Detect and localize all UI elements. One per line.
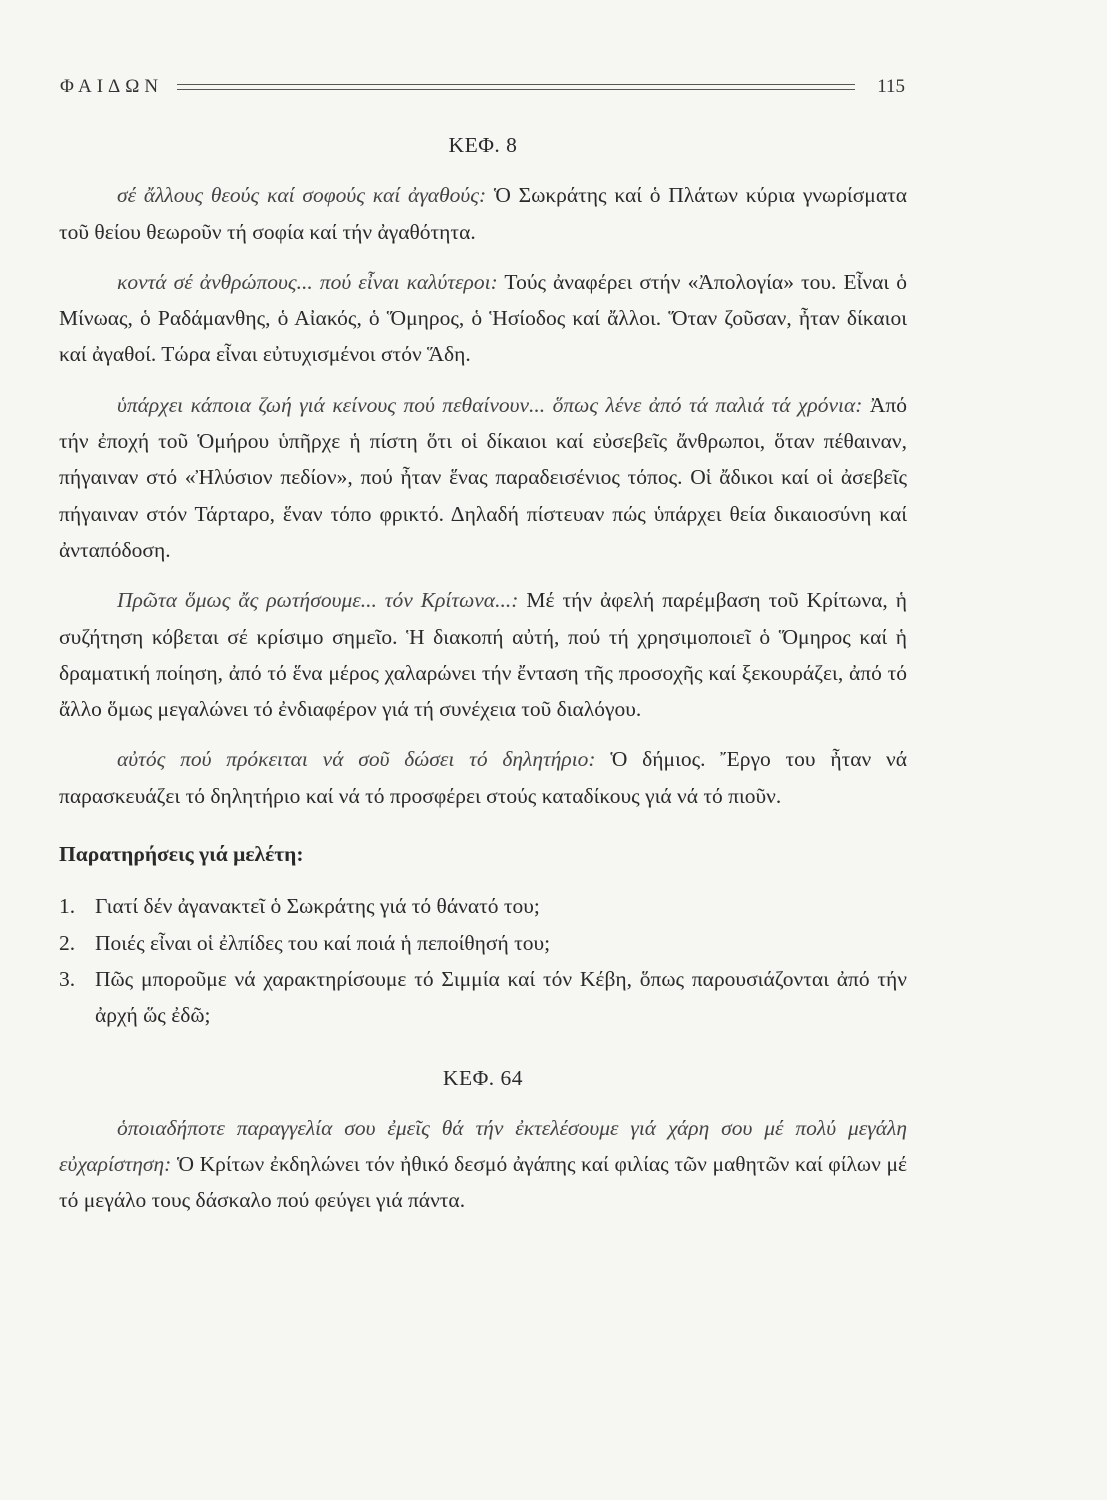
lemma: Πρῶτα ὅμως ἄς ρωτήσουμε... τόν Κρίτωνα...: <box>117 588 519 613</box>
running-head <box>60 72 905 102</box>
page-number: 115 <box>877 76 905 97</box>
commentary-paragraph <box>59 582 907 727</box>
question-number: 1. <box>59 894 76 919</box>
question-number: 3. <box>59 966 76 991</box>
question-text: Γιατί δέν ἀγανακτεῖ ὁ Σωκράτης γιά τό θάνατό του; <box>95 894 540 919</box>
lemma: κοντά σέ ἀνθρώπους... πού εἶναι καλύτεροι: <box>117 269 498 294</box>
commentary-paragraph <box>59 1110 907 1219</box>
question-text: Πῶς μποροῦμε νά χαρακτηρίσουμε τό Σιμμία καί τόν Κέβη, ὅπως παρουσιάζονται ἀπό τήν ἀρχή ὥς ἐδῶ; <box>95 966 907 1028</box>
list-item <box>59 925 907 961</box>
commentary-text: Μέ τήν ἀφελή παρέμβαση τοῦ Κρίτωνα, ἡ συζήτηση κόβεται σέ κρίσιμο σημεῖο. Ἡ διακοπή αὐτή, πού τή χρησιμοποιεῖ ὁ Ὅμηρος καί ἡ δραματική ποίηση, ἀπό τό ἕνα μέρος χαλαρώνει τήν ἔνταση τῆς προσοχῆς καί ξεκουράζει, ἀπό τό ἄλλο ὅμως μεγαλώνει τό ἐνδιαφέρον γιά τή συνέχεια τοῦ διαλόγου. <box>59 588 908 722</box>
commentary-text: Τούς ἀναφέρει στήν «Ἀπολογία» του. Εἶναι ὁ Μίνωας, ὁ Ραδάμανθης, ὁ Αἰακός, ὁ Ὅμηρος, ὁ Ἡσίοδος καί ἄλλοι. Ὅταν ζοῦσαν, ἦταν δίκαιοι καί ἀγαθοί. Τώρα εἶναι εὐτυχισμένοι στόν Ἅδη. <box>59 269 907 367</box>
study-questions-list <box>59 888 907 1033</box>
chapter-heading: ΚΕΦ. 64 <box>442 1065 524 1090</box>
commentary-text: Ἀπό τήν ἐποχή τοῦ Ὁμήρου ὑπῆρχε ἡ πίστη ὅτι οἱ δίκαιοι καί εὐσεβεῖς ἄνθρωποι, ὅταν πέθαιναν, πήγαιναν στό «Ἠλύσιον πεδίον», πού ἦταν ἕνας παραδεισένιος τόπος. Οἱ ἄδικοι καί οἱ ἀσεβεῖς πήγαιναν στόν Τάρταρο, ἕναν τόπο φρικτό. Δηλαδή πίστευαν πώς ὑπάρχει θεία δικαιοσύνη καί ἀνταπόδοση. <box>59 392 907 562</box>
question-text: Ποιές εἶναι οἱ ἐλπίδες του καί ποιά ἡ πεποίθησή του; <box>95 930 551 955</box>
running-title: ΦΑΙΔΩΝ <box>60 76 164 97</box>
lemma: αὐτός πού πρόκειται νά σοῦ δώσει τό δηλητήριο: <box>117 747 596 772</box>
commentary-text: Ὁ Κρίτων ἐκδηλώνει τόν ἠθικό δεσμό ἀγάπης καί φιλίας τῶν μαθητῶν καί φίλων μέ τό μεγάλο τους δάσκαλο πού φεύγει γιά πάντα. <box>59 1152 907 1213</box>
list-item <box>59 888 907 924</box>
commentary-text: Ὁ δήμιος. Ἔργο του ἦταν νά παρασκευάζει τό δηλητήριο καί νά τό προσφέρει στούς καταδίκους γιά νά τό πιοῦν. <box>59 747 907 808</box>
chapter-heading: ΚΕΦ. 8 <box>448 133 518 157</box>
question-number: 2. <box>59 930 76 955</box>
study-notes-heading: Παρατηρήσεις γιά μελέτη: <box>59 842 304 867</box>
commentary-paragraph <box>59 387 907 568</box>
lemma: σέ ἄλλους θεούς καί σοφούς καί ἀγαθούς: <box>117 183 487 208</box>
list-item <box>59 961 907 1034</box>
lemma: ὁποιαδήποτε παραγγελία σου ἐμεῖς θά τήν ἐκτελέσουμε γιά χάρη σου μέ πολύ μεγάλη εὐχαρίστηση: <box>59 1115 907 1177</box>
commentary-paragraph <box>59 264 907 373</box>
commentary-paragraph <box>59 177 907 250</box>
page-body <box>59 127 907 1219</box>
header-rule <box>177 84 855 90</box>
lemma: ὑπάρχει κάποια ζωή γιά κείνους πού πεθαίνουν... ὅπως λένε ἀπό τά παλιά τά χρόνια: <box>117 392 863 417</box>
commentary-paragraph <box>59 741 907 814</box>
commentary-text: Ὁ Σωκράτης καί ὁ Πλάτων κύρια γνωρίσματα τοῦ θείου θεωροῦν τή σοφία καί τήν ἀγαθότητα. <box>59 183 907 244</box>
